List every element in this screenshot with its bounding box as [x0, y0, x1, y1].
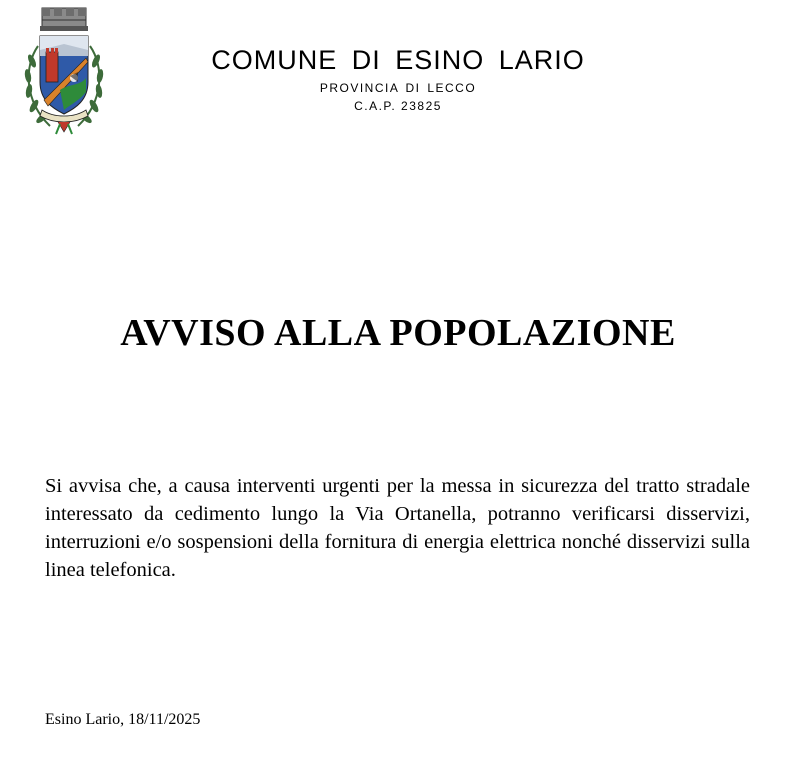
- municipality-name: COMUNE DI ESINO LARIO: [211, 45, 585, 75]
- notice-title: AVVISO ALLA POPOLAZIONE: [120, 312, 676, 354]
- postal-code: C.A.P. 23825: [354, 99, 442, 113]
- province-name: PROVINCIA DI LECCO: [319, 81, 477, 95]
- place-and-date: Esino Lario, 18/11/2025: [45, 711, 201, 728]
- letterhead: [0, 44, 796, 114]
- crown-icon: [40, 8, 88, 31]
- notice-body: Si avvisa che, a causa interventi urgenti per la messa in sicurezza del tratto stradale interessato da cedimento lungo la Via Ortanella, potranno verificarsi disservizi, interruzioni e/o sospensioni della fornitura di energia elettrica nonché disservizi sulla linea telefonica.: [45, 475, 750, 581]
